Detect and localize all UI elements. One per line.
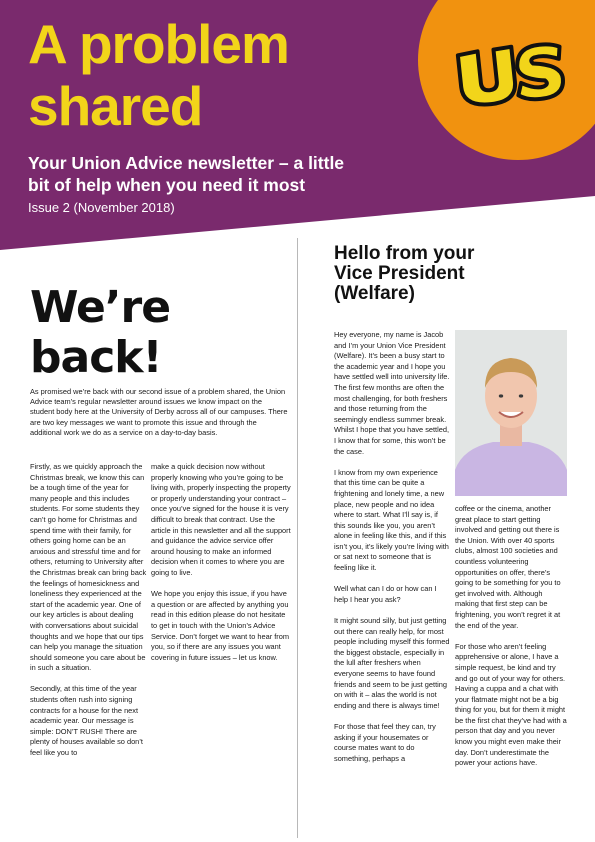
article-headline-line-1: We’re <box>30 282 171 333</box>
vp-paragraph: It might sound silly, but just getting out there can really help, for most people including myself this formed the biggest obstacle, especially in the lull after freshers when everyone seems to have found friends and seem to be just getting on with it – alas the world is not ending and there is always time! <box>334 616 450 710</box>
vp-paragraph: For those that feel they can, try asking if your housemates or course mates want to do something, perhaps a <box>334 721 436 763</box>
article-paragraph: We hope you enjoy this issue, if you have a question or are affected by anything you read in this edition please do not hesitate to get in touch with the Union’s Advice Service. Don’t forget we want to hear from you, so if there are any issues you want covering in future issues – let us know. <box>151 589 290 662</box>
newsletter-subtitle-line-2: bit of help when you need it most <box>28 175 306 195</box>
article-paragraph: Firstly, as we quickly approach the Christmas break, we know this can be a tough time of the year for many people and this includes students. For some students they can’t go home for Christmas and spend time with their family, for others going home can be an anxious and stressful time and for others, returning to University after the Christmas break can bring back the feelings of homesickness and loneliness they experienced at the start of the academic year. One of our key articles is about dealing with conversations about suicidal thoughts and we hope that our tips can help you manage the situation should someone you care about be in such a situation. <box>30 462 147 673</box>
article-headline-line-2: back! <box>30 332 162 383</box>
us-logo-icon <box>450 38 570 108</box>
newsletter-title-line-2: shared <box>28 75 203 137</box>
vp-heading-line-1: Hello from your <box>334 243 475 264</box>
vp-paragraph: Well what can I do or how can I help I hear you ask? <box>334 584 437 604</box>
column-divider <box>297 238 298 838</box>
vp-column-1 <box>334 330 451 764</box>
article-paragraph: Secondly, at this time of the year students often rush into signing contracts for a house for the next academic year. Our message is simple: DON’T RUSH! There are plenty of houses available so don’t feel like you to <box>30 684 143 758</box>
vp-heading-line-2: Vice President <box>334 263 465 284</box>
vp-paragraph: coffee or the cinema, another great place to start getting involved and getting out there is the Union. With over 40 sports clubs, almost 100 societies and countless volunteering opportunities on offer, there’s going to be something for you to get involved with. Although making that first step can be frightening, you won’t regret it at the end of the year. <box>455 504 561 630</box>
article-paragraph: make a quick decision now without properly knowing who you’re going to be living with, properly inspecting the property or properly understanding your contract – once you’ve signed for the house it is very difficult to break that contract. Use the article in this newsletter and all the support and guidance the advice service offer around housing to make an informed decision when it comes to where you are going to live. <box>151 462 291 577</box>
vp-heading <box>334 244 474 304</box>
newsletter-subtitle: Your Union Advice newsletter – a little <box>28 153 345 173</box>
article-column-2 <box>151 462 291 663</box>
vp-paragraph: I know from my own experience that this time can be quite a frightening and lonely time, a new place, new people and no idea where to start. What I’ll say is, if this sounds like you, you aren’t alone in feeling like this, and if this isn’t you, it’s likely you’re living with or sat next to someone that is feeling like it. <box>334 467 449 573</box>
vp-portrait-photo <box>455 330 567 496</box>
article-column-1 <box>30 462 147 759</box>
person-portrait-icon <box>455 330 567 496</box>
article-headline <box>30 283 170 383</box>
vp-column-2 <box>455 504 568 769</box>
vp-paragraph: For those who aren’t feeling apprehensive or alone, I have a simple request, be kind and try and go out of your way for others. Having a cuppa and a chat with your flatmate might not be a big thing for you, but for them it might be the first chat they’ve had with a person that day and you never know you might even make their day. Don’t underestimate the power your actions have. <box>455 641 567 768</box>
vp-paragraph: Hey everyone, my name is Jacob and I’m your Union Vice President (Welfare). It’s been a busy start to the academic year and I hope you have settled well into university life. The first few months are often the most challenging, for both freshers and those returning from the seemingly endless summer break. Whilst I hope that you have settled, I know that for some, this won’t be the case. <box>334 330 450 456</box>
vp-heading-line-3: (Welfare) <box>334 283 415 304</box>
newsletter-title: A problem <box>28 13 289 75</box>
article-intro: As promised we’re back with our second issue of a problem shared, the Union Advice team’s regular newsletter around issues we know impact on the student body here at the University of Derby across all of our campuses. There are two key messages we want to promote this issue and through the additional work we do as a service on a day-to-day basis. <box>30 387 288 437</box>
issue-label: Issue 2 (November 2018) <box>28 200 175 215</box>
